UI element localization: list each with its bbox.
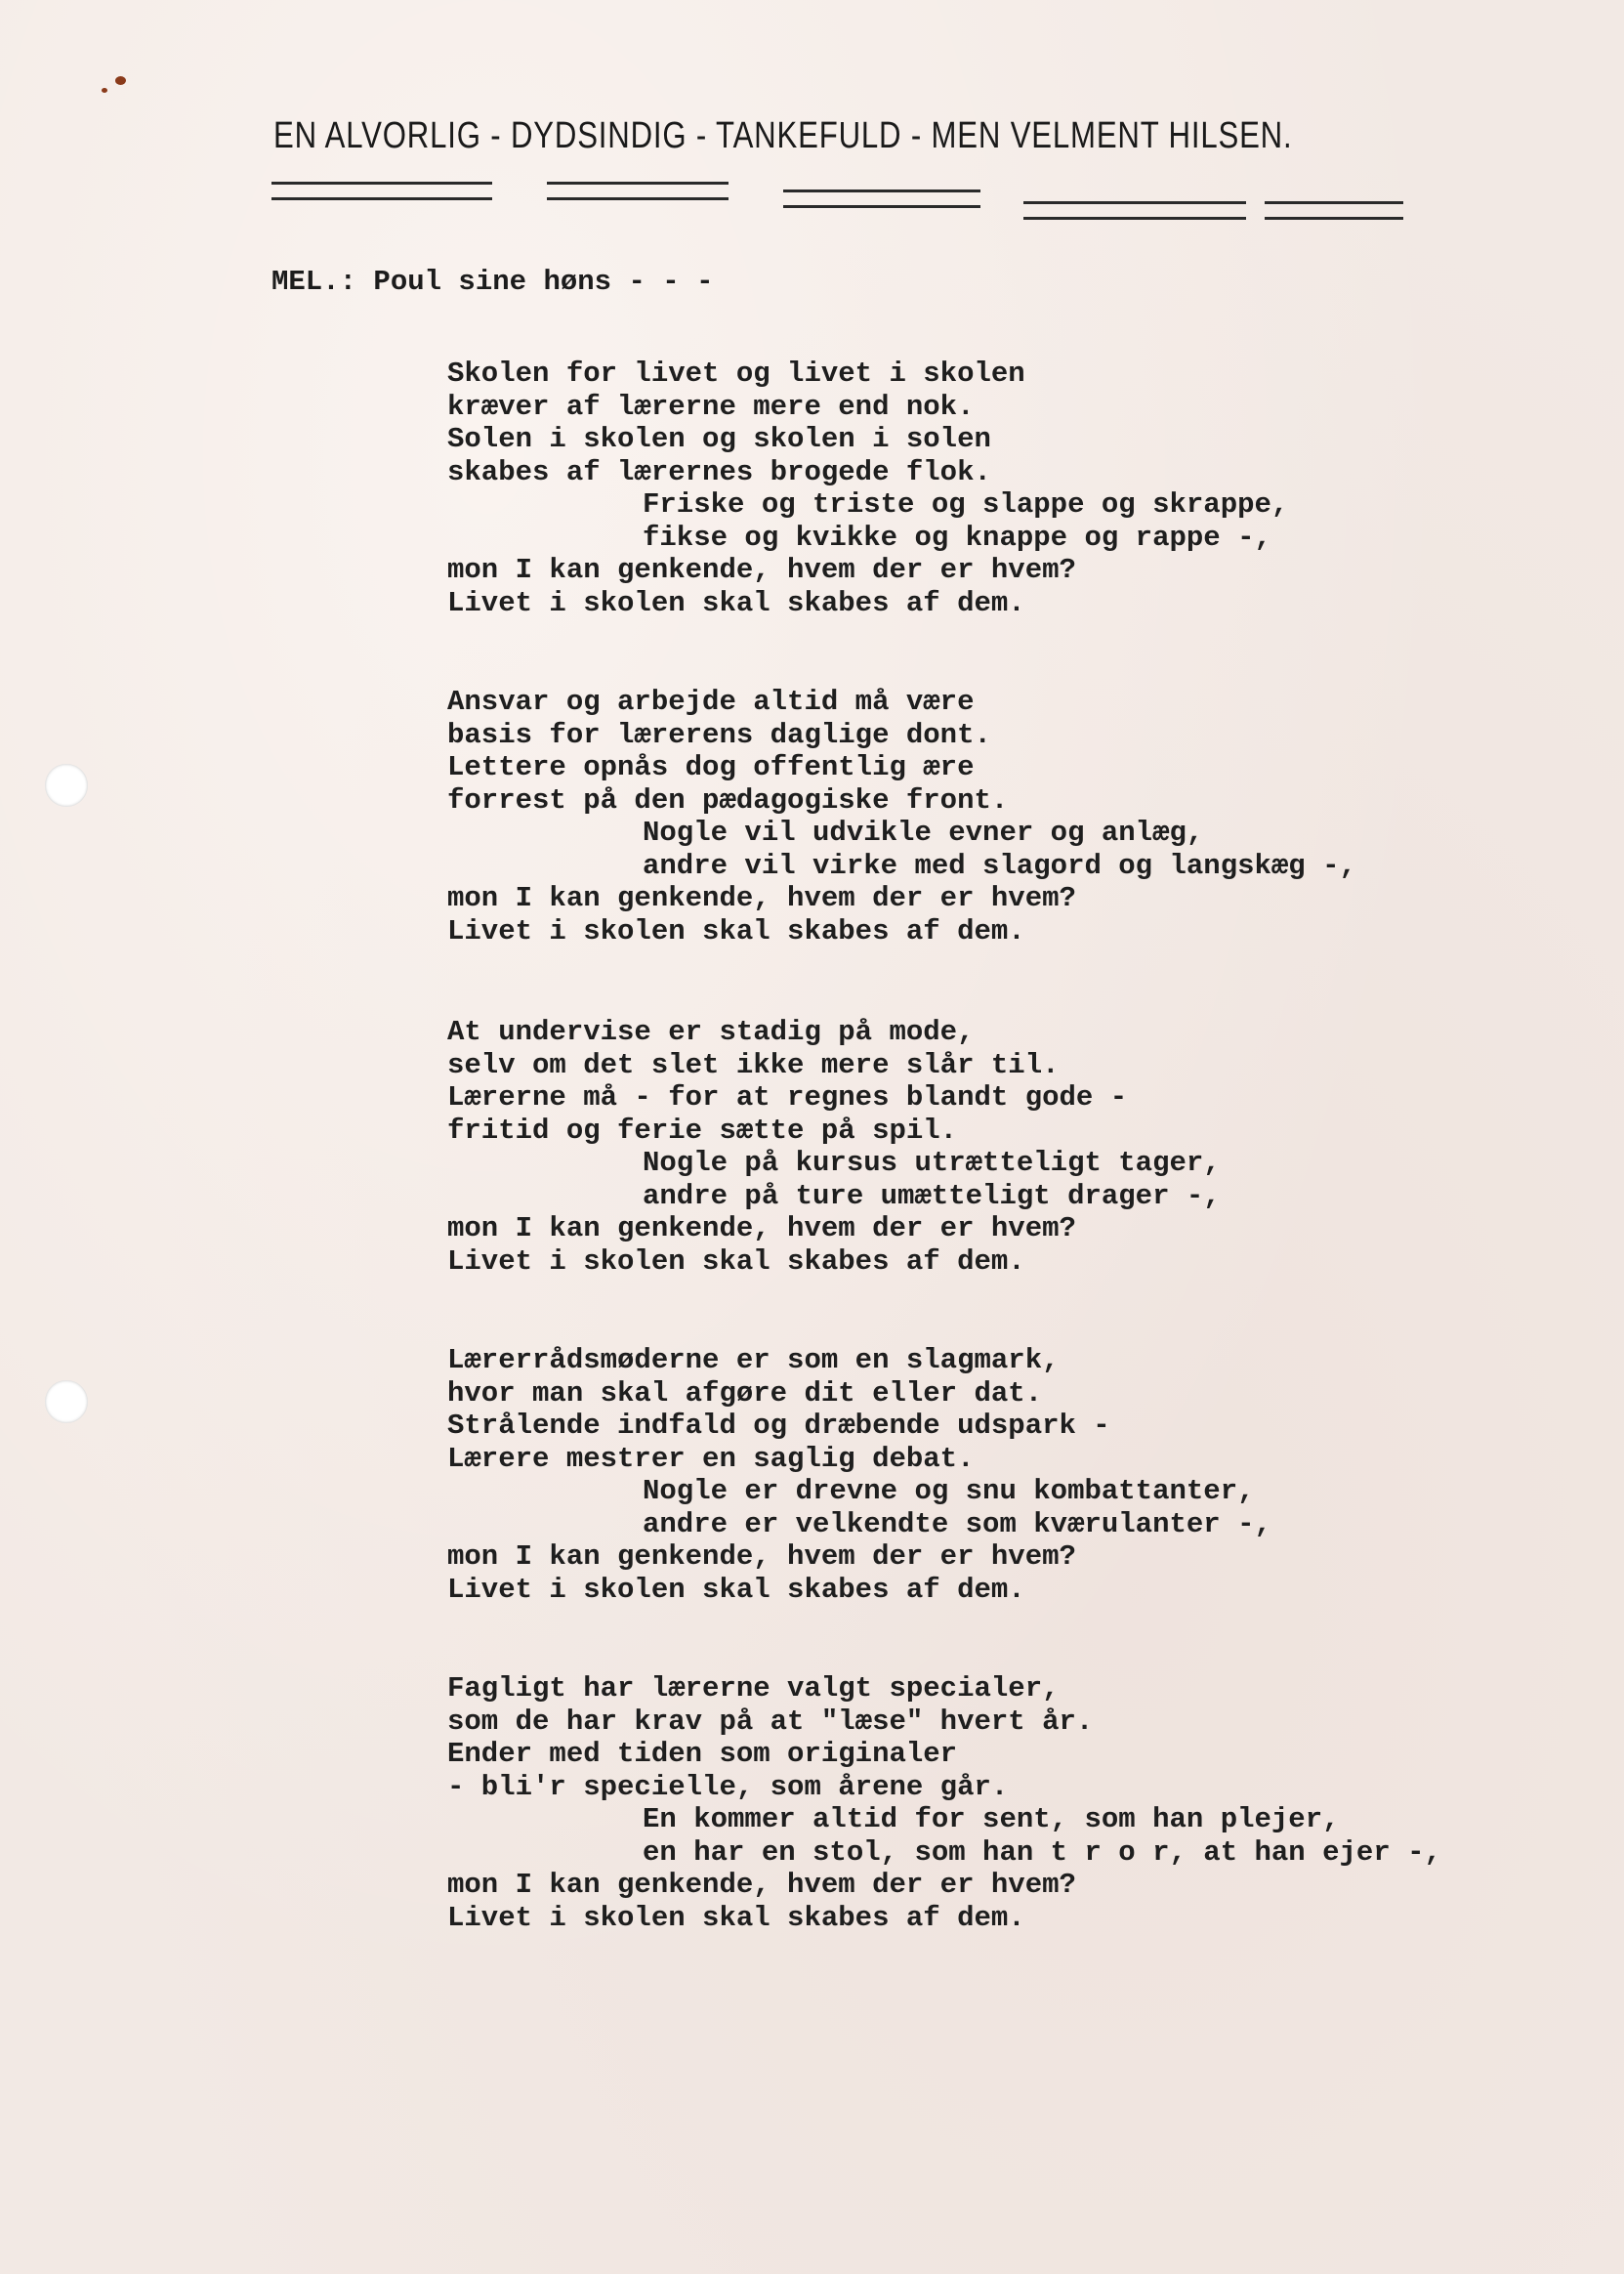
verse-line: andre er velkendte som kværulanter -, bbox=[643, 1507, 1271, 1540]
stanza-4 bbox=[447, 1344, 1271, 1606]
punch-hole-top bbox=[45, 764, 88, 807]
verse-line: fritid og ferie sætte på spil. bbox=[447, 1114, 958, 1147]
verse-line: Livet i skolen skal skabes af dem. bbox=[447, 1901, 1025, 1934]
verse-line: Solen i skolen og skolen i solen bbox=[447, 423, 991, 455]
verse-line: Lettere opnås dog offentlig ære bbox=[447, 751, 975, 783]
verse-line: basis for lærerens daglige dont. bbox=[447, 718, 991, 751]
stanza-1 bbox=[447, 358, 1288, 619]
verse-line: Livet i skolen skal skabes af dem. bbox=[447, 586, 1025, 619]
verse-line: forrest på den pædagogiske front. bbox=[447, 783, 1009, 817]
verse-line: Livet i skolen skal skabes af dem. bbox=[447, 914, 1025, 948]
verse-line: Ender med tiden som originaler bbox=[447, 1738, 958, 1770]
verse-line: - bli'r specielle, som årene går. bbox=[447, 1770, 1009, 1803]
title-underline bbox=[1265, 217, 1403, 220]
title-underline bbox=[271, 182, 492, 185]
verse-line: som de har krav på at "læse" hvert år. bbox=[447, 1705, 1094, 1738]
title-underline bbox=[783, 205, 980, 208]
verse-line: Lærerrådsmøderne er som en slagmark, bbox=[447, 1344, 1060, 1376]
verse-line: hvor man skal afgøre dit eller dat. bbox=[447, 1376, 1043, 1410]
verse-line: skabes af lærernes brogede flok. bbox=[447, 455, 991, 488]
punch-hole-bottom bbox=[45, 1380, 88, 1423]
verse-line: Lærerne må - for at regnes blandt gode - bbox=[447, 1081, 1128, 1114]
verse-line: Livet i skolen skal skabes af dem. bbox=[447, 1244, 1025, 1278]
rust-speck-small bbox=[102, 88, 107, 93]
verse-line: mon I kan genkende, hvem der er hvem? bbox=[447, 1212, 1076, 1244]
verse-line: Strålende indfald og dræbende udspark - bbox=[447, 1410, 1110, 1442]
verse-line: mon I kan genkende, hvem der er hvem? bbox=[447, 1540, 1076, 1573]
title-underline bbox=[783, 190, 980, 192]
verse-line: Livet i skolen skal skabes af dem. bbox=[447, 1573, 1025, 1606]
title-underline bbox=[1265, 201, 1403, 204]
page-title: EN ALVORLIG - DYDSINDIG - TANKEFULD - MEN VELMENT HILSEN. bbox=[273, 115, 1293, 156]
verse-line: En kommer altid for sent, som han plejer, bbox=[643, 1803, 1340, 1835]
verse-line: kræver af lærerne mere end nok. bbox=[447, 390, 975, 423]
rust-speck bbox=[115, 76, 126, 85]
verse-line: Nogle vil udvikle evner og anlæg, bbox=[643, 817, 1204, 849]
verse-line: Friske og triste og slappe og skrappe, bbox=[643, 488, 1289, 521]
verse-line: fikse og kvikke og knappe og rappe -, bbox=[643, 521, 1271, 554]
melody-line: MEL.: Poul sine høns - - - bbox=[271, 266, 714, 298]
verse-line: andre vil virke med slagord og langskæg -, bbox=[643, 849, 1356, 882]
verse-line: At undervise er stadig på mode, bbox=[447, 1016, 975, 1048]
verse-line: selv om det slet ikke mere slår til. bbox=[447, 1048, 1060, 1081]
title-underline bbox=[547, 182, 729, 185]
verse-line: Nogle på kursus utrætteligt tager, bbox=[643, 1147, 1221, 1179]
verse-line: Skolen for livet og livet i skolen bbox=[447, 358, 1025, 390]
verse-line: Nogle er drevne og snu kombattanter, bbox=[643, 1475, 1255, 1507]
title-underline bbox=[271, 197, 492, 200]
stanza-2 bbox=[447, 686, 1356, 948]
verse-line: en har en stol, som han t r o r, at han ejer -, bbox=[643, 1835, 1441, 1869]
verse-line: andre på ture umætteligt drager -, bbox=[643, 1179, 1221, 1212]
title-underline bbox=[1023, 217, 1246, 220]
title-underline bbox=[547, 197, 729, 200]
verse-line: Ansvar og arbejde altid må være bbox=[447, 686, 975, 718]
verse-line: Lærere mestrer en saglig debat. bbox=[447, 1442, 975, 1475]
verse-line: mon I kan genkende, hvem der er hvem? bbox=[447, 1869, 1076, 1901]
stanza-3 bbox=[447, 1016, 1221, 1278]
title-underline bbox=[1023, 201, 1246, 204]
verse-line: Fagligt har lærerne valgt specialer, bbox=[447, 1672, 1060, 1705]
stanza-5 bbox=[447, 1672, 1441, 1934]
verse-line: mon I kan genkende, hvem der er hvem? bbox=[447, 882, 1076, 914]
verse-line: mon I kan genkende, hvem der er hvem? bbox=[447, 554, 1076, 586]
